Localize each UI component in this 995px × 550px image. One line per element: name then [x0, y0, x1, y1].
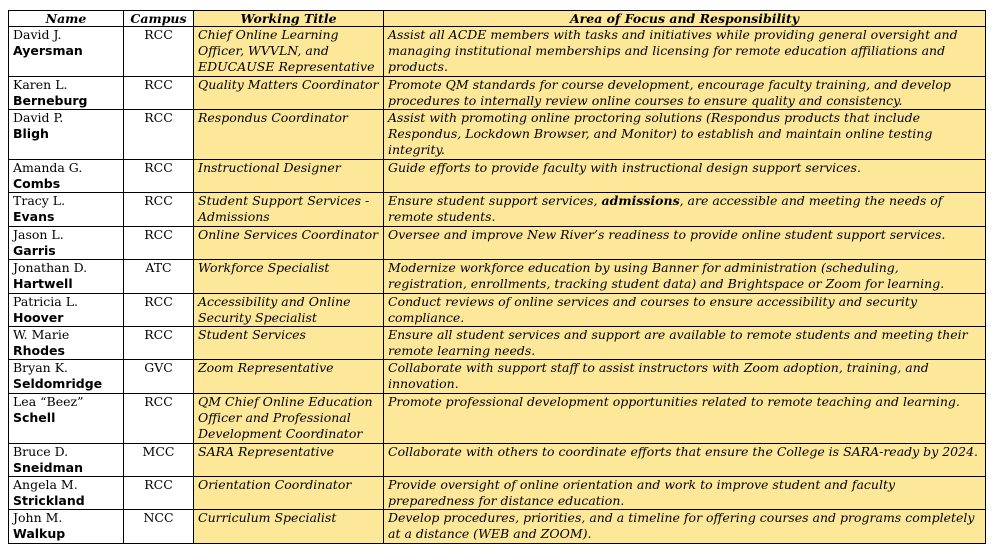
focus-text: Assist all ACDE members with tasks and initiatives while providing general oversight and managing institutional memberships and licensing for remote education affiliations and products.: [388, 27, 958, 74]
focus-cell: [384, 193, 986, 226]
surname: Seldomridge: [13, 376, 103, 392]
name-cell: [9, 326, 124, 359]
working-title-cell: Workforce Specialist: [194, 260, 384, 293]
table-row: [9, 76, 986, 109]
focus-cell: [384, 76, 986, 109]
surname: Hartwell: [13, 276, 73, 292]
table-row: [9, 510, 986, 544]
surname: Ayersman: [13, 43, 83, 58]
table-row: [9, 159, 986, 192]
table-row: [9, 476, 986, 509]
campus-cell: RCC: [124, 326, 194, 359]
campus-cell: RCC: [124, 27, 194, 77]
surname: Garris: [13, 242, 56, 258]
table-row: [9, 260, 986, 293]
working-title-cell: QM Chief Online Education Officer and Professional Development Coordinator: [194, 393, 384, 443]
focus-text: Ensure student support services,: [388, 193, 602, 209]
focus-text: Collaborate with support staff to assist instructors with Zoom adoption, training, and innovation.: [388, 360, 929, 392]
working-title-cell: Quality Matters Coordinator: [194, 76, 384, 109]
campus-cell: RCC: [124, 293, 194, 326]
surname: Hoover: [13, 309, 64, 325]
focus-cell: [384, 393, 986, 443]
working-title-cell: Curriculum Specialist: [194, 510, 384, 544]
focus-text: Develop procedures, priorities, and a timeline for offering courses and programs completely at a distance (WEB and ZOOM).: [388, 510, 975, 542]
given-name: Bryan K.: [13, 360, 69, 376]
working-title-cell: Orientation Coordinator: [194, 476, 384, 509]
focus-cell: [384, 27, 986, 77]
focus-text: Provide oversight of online orientation and work to improve student and faculty preparedness for distance education.: [388, 476, 896, 508]
surname: Strickland: [13, 492, 85, 508]
campus-cell: MCC: [124, 443, 194, 476]
focus-cell: [384, 159, 986, 192]
surname: Bligh: [13, 126, 49, 142]
given-name: Angela M.: [13, 476, 78, 492]
header-working-title: Working Title: [194, 11, 384, 27]
focus-cell: [384, 510, 986, 544]
working-title-cell: Online Services Coordinator: [194, 226, 384, 259]
given-name: David P.: [13, 110, 64, 126]
given-name: Jason L.: [13, 226, 64, 242]
surname: Walkup: [13, 526, 66, 542]
working-title-cell: Student Support Services - Admissions: [194, 193, 384, 226]
working-title-cell: Zoom Representative: [194, 360, 384, 393]
given-name: David J.: [13, 27, 62, 42]
working-title-cell: Instructional Designer: [194, 159, 384, 192]
focus-text: Oversee and improve New River’s readiness to provide online student support services.: [388, 226, 946, 242]
focus-text: Promote QM standards for course development, encourage faculty training, and develop procedures to internally review online courses to ensure quality and consistency.: [388, 76, 951, 108]
name-cell: [9, 110, 124, 160]
name-cell: [9, 443, 124, 476]
name-cell: [9, 393, 124, 443]
name-cell: [9, 260, 124, 293]
surname: Sneidman: [13, 459, 83, 475]
name-cell: [9, 193, 124, 226]
given-name: Bruce D.: [13, 443, 69, 459]
given-name: Jonathan D.: [13, 260, 88, 276]
name-cell: [9, 476, 124, 509]
focus-text: Assist with promoting online proctoring solutions (Respondus products that include Respondus, Lockdown Browser, and Monitor) to establish and maintain online testing integrity.: [388, 110, 933, 158]
campus-cell: RCC: [124, 76, 194, 109]
campus-cell: ATC: [124, 260, 194, 293]
focus-cell: [384, 443, 986, 476]
working-title-cell: SARA Representative: [194, 443, 384, 476]
name-cell: [9, 510, 124, 544]
focus-text: Ensure all student services and support are available to remote students and meeting their remote learning needs.: [388, 326, 968, 358]
table-row: [9, 443, 986, 476]
table-row: [9, 110, 986, 160]
focus-emphasis: admissions: [601, 193, 680, 209]
table-row: [9, 326, 986, 359]
focus-text: Conduct reviews of online services and courses to ensure accessibility and security compliance.: [388, 293, 918, 325]
surname: Schell: [13, 409, 56, 425]
focus-cell: [384, 293, 986, 326]
name-cell: [9, 293, 124, 326]
focus-cell: [384, 476, 986, 509]
given-name: Karen L.: [13, 76, 68, 92]
header-campus: Campus: [124, 11, 194, 27]
working-title-cell: Respondus Coordinator: [194, 110, 384, 160]
campus-cell: RCC: [124, 226, 194, 259]
focus-text: Collaborate with others to coordinate efforts that ensure the College is SARA-ready by 2024.: [388, 443, 979, 459]
name-cell: [9, 76, 124, 109]
given-name: Patricia L.: [13, 293, 78, 309]
focus-cell: [384, 326, 986, 359]
name-cell: [9, 159, 124, 192]
focus-cell: [384, 110, 986, 160]
given-name: John M.: [13, 510, 63, 526]
focus-text-end: , are accessible and meeting the needs of remote students.: [388, 193, 943, 225]
working-title-cell: Accessibility and Online Security Specialist: [194, 293, 384, 326]
name-cell: [9, 226, 124, 259]
name-cell: [9, 27, 124, 77]
focus-cell: [384, 260, 986, 293]
campus-cell: GVC: [124, 360, 194, 393]
given-name: Amanda G.: [13, 159, 83, 175]
working-title-cell: Student Services: [194, 326, 384, 359]
given-name: W. Marie: [13, 326, 70, 342]
table-row: [9, 360, 986, 393]
focus-text: Guide efforts to provide faculty with instructional design support services.: [388, 159, 861, 175]
table-row: [9, 293, 986, 326]
given-name: Tracy L.: [13, 193, 66, 209]
focus-cell: [384, 360, 986, 393]
table-row: [9, 193, 986, 226]
surname: Berneburg: [13, 92, 88, 108]
surname: Evans: [13, 209, 55, 225]
table-row: [9, 393, 986, 443]
campus-cell: RCC: [124, 476, 194, 509]
campus-cell: RCC: [124, 193, 194, 226]
header-focus: Area of Focus and Responsibility: [384, 11, 986, 27]
campus-cell: RCC: [124, 110, 194, 160]
campus-cell: RCC: [124, 393, 194, 443]
table-row: [9, 27, 986, 77]
surname: Rhodes: [13, 342, 65, 358]
campus-cell: RCC: [124, 159, 194, 192]
working-title-cell: Chief Online Learning Officer, WVVLN, and EDUCAUSE Representative: [194, 27, 384, 77]
header-row: [9, 11, 986, 27]
table-row: [9, 226, 986, 259]
name-cell: [9, 360, 124, 393]
header-name: Name: [9, 11, 124, 27]
campus-cell: NCC: [124, 510, 194, 544]
given-name: Lea “Beez”: [13, 393, 84, 409]
staff-table: [8, 10, 986, 544]
focus-text: Modernize workforce education by using Banner for administration (scheduling, registration, enrollments, tracking student data) and Brightspace or Zoom for learning.: [388, 260, 945, 292]
surname: Combs: [13, 175, 61, 191]
focus-cell: [384, 226, 986, 259]
focus-text: Promote professional development opportunities related to remote teaching and learning.: [388, 393, 960, 409]
